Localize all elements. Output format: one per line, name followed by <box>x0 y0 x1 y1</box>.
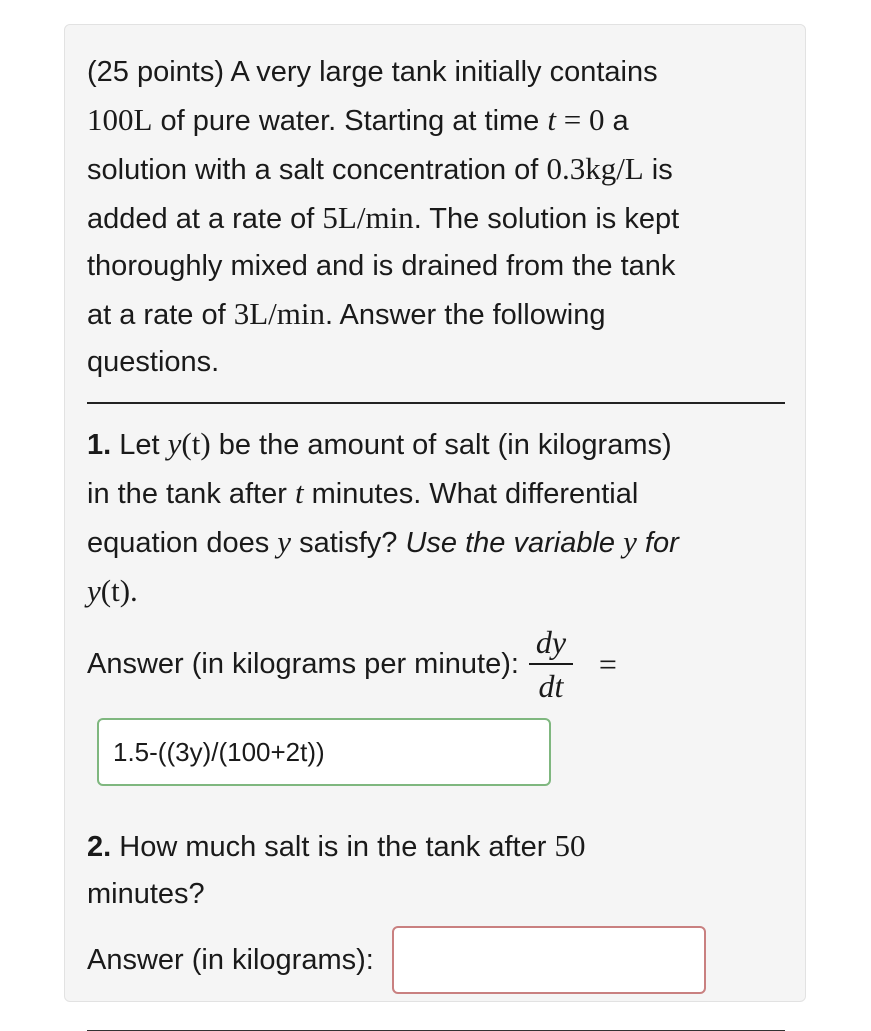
question-2-number: 2. <box>87 831 112 863</box>
intro-line-4-end: . The solution is kept <box>413 203 680 235</box>
q1-line-1: Let <box>111 429 168 461</box>
q2-minutes-value: 50 <box>554 828 586 863</box>
question-1 <box>87 420 787 616</box>
q1-hint-for: for <box>636 527 679 559</box>
q1-line-2-end: minutes. What differential <box>303 478 639 510</box>
intro-time-var: t <box>547 102 556 137</box>
intro-line-6-end: . Answer the following <box>324 299 606 331</box>
q1-line-3: equation does <box>87 527 278 559</box>
question-1-number: 1. <box>87 429 112 461</box>
intro-line-4: added at a rate of <box>87 203 323 235</box>
intro-line-6: at a rate of <box>87 299 234 331</box>
intro-line-3-end: is <box>643 154 673 186</box>
intro-line-7: questions. <box>87 346 220 378</box>
q1-answer-label: Answer (in kilograms per minute): <box>87 647 519 680</box>
q1-t-arg: (t) <box>181 426 211 461</box>
problem-content <box>87 49 787 1031</box>
intro-line-2-end: a <box>604 105 629 137</box>
q2-line-2: minutes? <box>87 878 205 910</box>
q1-hint-y-func: y <box>87 573 101 608</box>
q1-hint-t-arg: (t). <box>100 573 138 608</box>
q2-answer-input[interactable] <box>392 926 706 994</box>
intro-line-2: of pure water. Starting at time <box>152 105 548 137</box>
intro-inflow-rate: 5L/min <box>322 200 414 235</box>
fraction-bar <box>529 663 573 665</box>
q1-y-var-2: y <box>277 524 292 559</box>
q1-hint-y: y <box>623 524 637 559</box>
q1-t-var: t <box>294 475 304 510</box>
intro-concentration: 0.3kg/L <box>546 151 644 186</box>
equals-sign: = <box>598 645 617 682</box>
q1-y-var: y <box>167 426 182 461</box>
q2-answer-label: Answer (in kilograms): <box>87 943 374 976</box>
intro-volume: 100L <box>87 102 153 137</box>
q1-line-2: in the tank after <box>87 478 295 510</box>
q1-line-1-end: be the amount of salt (in kilograms) <box>210 429 672 461</box>
derivative-fraction <box>529 625 573 703</box>
intro-outflow-rate: 3L/min <box>233 296 325 331</box>
intro-line-3: solution with a salt concentration of <box>87 154 547 186</box>
problem-intro <box>87 49 787 386</box>
q1-answer-input[interactable] <box>97 718 551 786</box>
q2-line-1: How much salt is in the tank after <box>111 831 555 863</box>
intro-line-1: (25 points) A very large tank initially contains <box>87 56 658 88</box>
q1-answer-line <box>87 622 787 706</box>
intro-time-eq: = 0 <box>555 102 605 137</box>
intro-line-5: thoroughly mixed and is drained from the tank <box>87 250 676 282</box>
q1-line-3-mid: satisfy? <box>291 527 406 559</box>
question-2 <box>87 822 787 918</box>
problem-card <box>64 24 806 1002</box>
fraction-numerator: dy <box>535 624 567 660</box>
fraction-denominator: dt <box>538 668 564 704</box>
q2-answer-line <box>87 922 787 998</box>
q1-hint: Use the variable <box>405 527 624 559</box>
